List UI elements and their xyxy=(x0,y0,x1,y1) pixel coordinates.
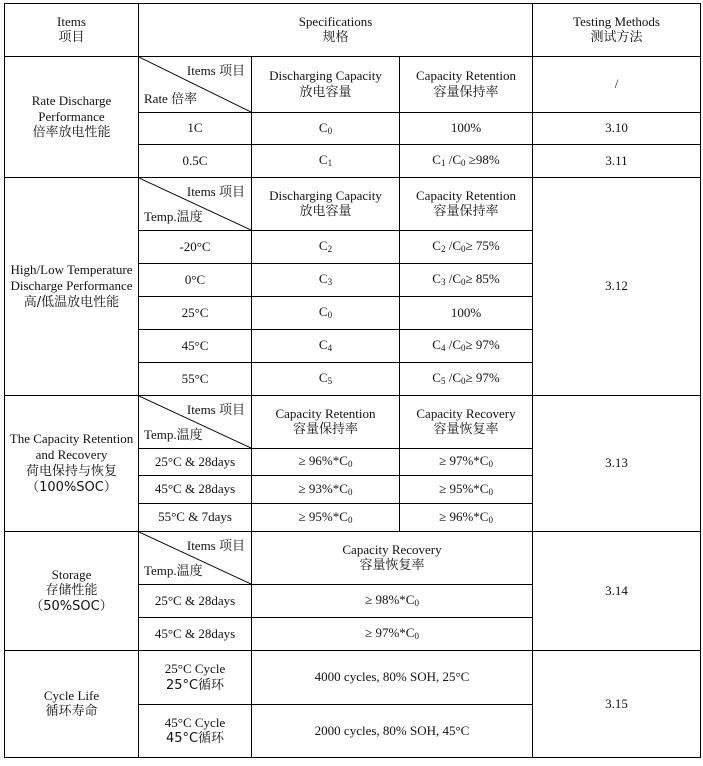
table-row: Cycle Life 循环寿命 25°C Cycle 25°C循环 4000 cycles, 80% SOH, 25°C 3.15 xyxy=(5,651,701,705)
table-row: 45°C Cycle 45°C循环 2000 cycles, 80% SOH, 45°C xyxy=(5,705,701,758)
table-row: 1C $C_0$ 100% 3.10 xyxy=(5,113,701,145)
table-header-row xyxy=(5,4,701,57)
table-row: 0°C $C_3$ $C_3$ $/C_0\ge 85\%$ xyxy=(5,264,701,297)
table-row xyxy=(5,532,701,585)
table-row xyxy=(5,178,701,231)
section-title-temperature: High/Low Temperature Discharge Performance 高/低温放电性能 xyxy=(5,178,139,396)
table-row: 0.5C $C_1$ $C_1$ $/C_0 \ge 98\%$ 3.11 xyxy=(5,145,701,178)
col-discharging-capacity: Discharging Capacity 放电容量 xyxy=(252,57,400,113)
table-row: 25°C & 28days ≥ $96\%*C_0$ ≥ $97\%*C_0$ xyxy=(5,449,701,476)
col-capacity-retention: Capacity Retention 容量保持率 xyxy=(400,57,533,113)
col-discharging-capacity: Discharging Capacity 放电容量 xyxy=(252,178,400,231)
table-row xyxy=(5,396,701,449)
diagonal-header-cell: Items 项目 Rate 倍率 xyxy=(139,57,252,113)
section-title-rate: Rate Discharge Performance 倍率放电性能 xyxy=(5,57,139,178)
table-row: 45°C $C_4$ $C_4$ $/C_0\ge 97\%$ xyxy=(5,330,701,363)
header-items: Items 项目 xyxy=(5,4,139,57)
col-capacity-retention: Capacity Retention 容量保持率 xyxy=(400,178,533,231)
table-row: 45°C & 28days ≥ $97\%*C_0$ xyxy=(5,618,701,651)
testing-method: 3.12 xyxy=(533,178,701,396)
testing-method: 3.10 xyxy=(533,113,701,145)
diagonal-header-cell: Items 项目 Temp.温度 xyxy=(139,396,252,449)
header-testing-methods: Testing Methods 测试方法 xyxy=(533,4,701,57)
section-title-storage: Storage 存储性能 （50%SOC） xyxy=(5,532,139,651)
diagonal-header-cell: Items 项目 Temp.温度 xyxy=(139,178,252,231)
header-specifications: Specifications 规格 xyxy=(139,4,533,57)
table-row: 25°C $C_0$ 100% xyxy=(5,297,701,330)
testing-method: 3.11 xyxy=(533,145,701,178)
table-row: 55°C $C_5$ $C_5$ $/C_0\ge 97\%$ xyxy=(5,363,701,396)
diagonal-header-cell: Items 项目 Temp.温度 xyxy=(139,532,252,585)
section-title-cycle-life: Cycle Life 循环寿命 xyxy=(5,651,139,758)
testing-method: 3.14 xyxy=(533,532,701,651)
col-capacity-retention: Capacity Retention 容量保持率 xyxy=(252,396,400,449)
specification-table xyxy=(4,3,701,758)
table-row: -20°C $C_2$ $C_2$ $/C_0\ge 75\%$ xyxy=(5,231,701,264)
col-capacity-recovery: Capacity Recovery 容量恢复率 xyxy=(252,532,533,585)
table-row xyxy=(5,57,701,113)
testing-method: / xyxy=(533,57,701,113)
testing-method: 3.15 xyxy=(533,651,701,758)
col-capacity-recovery: Capacity Recovery 容量恢复率 xyxy=(400,396,533,449)
table-row: 25°C & 28days ≥ $98\%*C_0$ xyxy=(5,585,701,618)
testing-method: 3.13 xyxy=(533,396,701,532)
table-row: 55°C & 7days ≥ $95\%*C_0$ ≥ $96\%*C_0$ xyxy=(5,504,701,532)
table-row: 45°C & 28days ≥ $93\%*C_0$ ≥ $95\%*C_0$ xyxy=(5,476,701,504)
section-title-retention: The Capacity Retention and Recovery 荷电保持与恢复 （100%SOC） xyxy=(5,396,139,532)
